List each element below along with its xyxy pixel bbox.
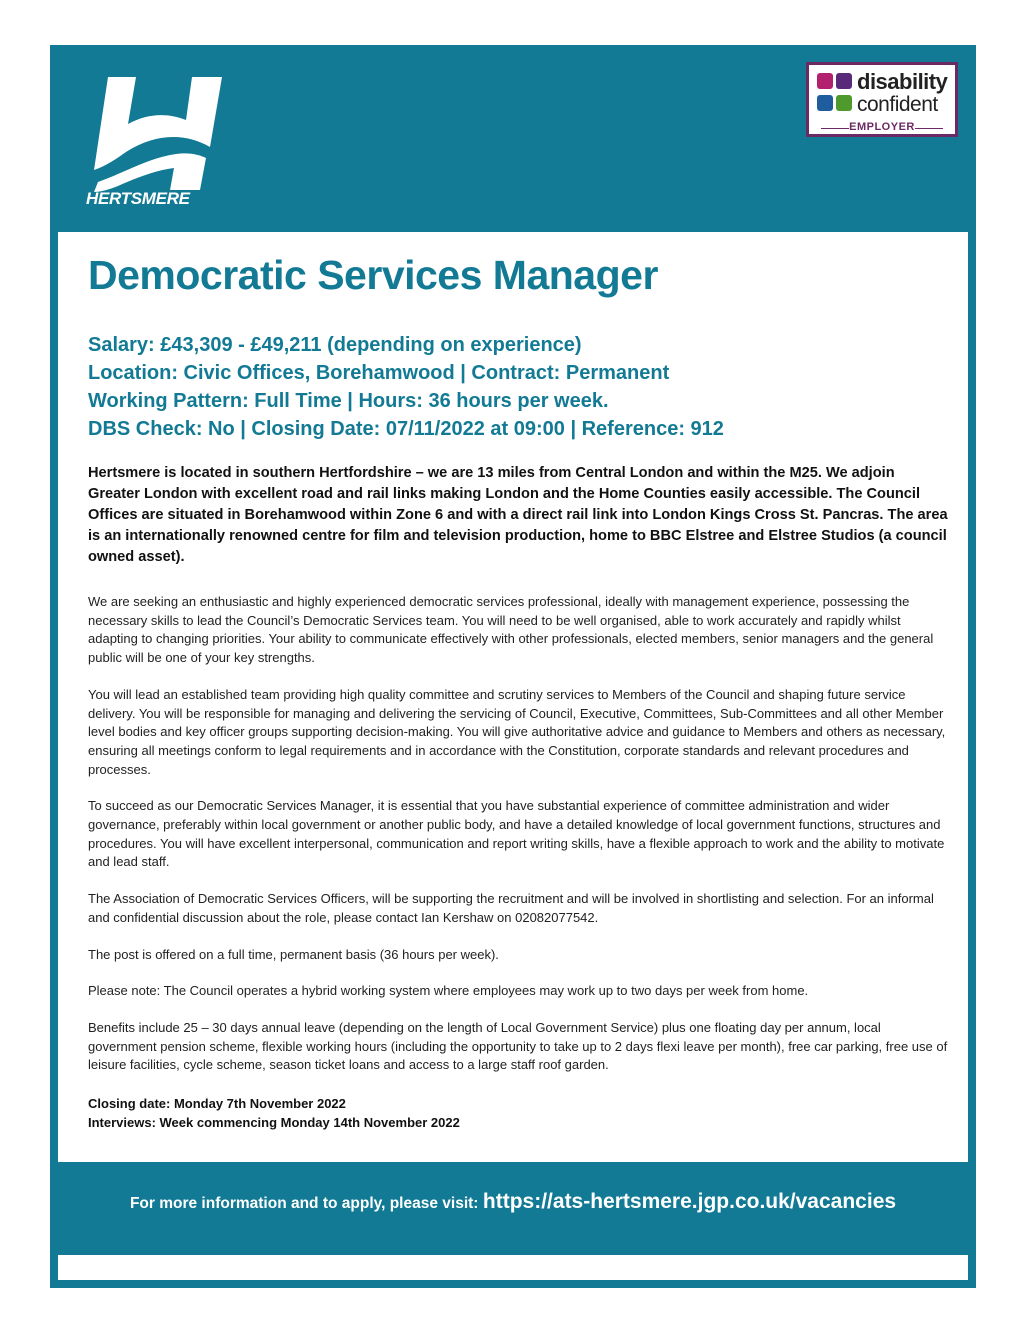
description-paragraph: To succeed as our Democratic Services Manager, it is essential that you have substantial experience of committee administration and wider governance, preferably within local government or another public body, and have a detailed knowledge of local government functions, structures and procedures. You will have excellent interpersonal, communication and report writing skills, have a flexible approach to work and the ability to motivate and lead staff.	[88, 798, 945, 870]
description-paragraph: We are seeking an enthusiastic and highly experienced democratic services professional, ideally with management experience, possessing the necessary skills to lead the Council’s Democratic Services team. You will need to be well organised, able to work accurately and rapidly whilst adapting to changing priorities. Your ability to communicate effectively with other professionals, elected members, senior managers and the general public will be one of your key strengths.	[88, 594, 934, 666]
badge-word-disability: disability	[857, 69, 948, 94]
people-icon	[817, 73, 833, 89]
apply-lead-text: For more information and to apply, please visit:	[129, 1195, 479, 1212]
key-fact-location: Location: Civic Offices, Borehamwood | Contract: Permanent	[88, 362, 670, 384]
closing-date: Closing date: Monday 7th November 2022	[88, 1096, 346, 1111]
check-icon	[836, 73, 852, 89]
badge-word-confident: confident	[857, 93, 938, 116]
apply-footer	[58, 1190, 968, 1214]
bottom-strip	[58, 1255, 968, 1280]
person-icon	[836, 95, 852, 111]
description-paragraph: The post is offered on a full time, permanent basis (36 hours per week).	[88, 946, 499, 962]
key-fact-salary: Salary: £43,309 - £49,211 (depending on experience)	[88, 334, 582, 356]
description-paragraph: Please note: The Council operates a hybrid working system where employees may work up to two days per week from home.	[88, 983, 809, 999]
interview-date: Interviews: Week commencing Monday 14th November 2022	[88, 1115, 460, 1130]
badge-word-employer: EMPLOYER	[849, 121, 915, 133]
key-fact-dbs-closing: DBS Check: No | Closing Date: 07/11/2022 at 09:00 | Reference: 912	[88, 418, 724, 440]
intro-paragraph: Hertsmere is located in southern Hertfordshire – we are 13 miles from Central London and within the M25. We adjoin Greater London with excellent road and rail links making London and the Home Counties easily accessible. The Council Offices are situated in Borehamwood within Zone 6 and with a direct rail link into London Kings Cross St. Pancras. The area is an internationally renowned centre for film and television production, home to BBC Elstree and Elstree Studios (a council owned asset).	[88, 465, 948, 565]
key-fact-working-pattern: Working Pattern: Full Time | Hours: 36 hours per week.	[88, 390, 609, 412]
disability-confident-badge	[806, 62, 958, 137]
description-paragraph: The Association of Democratic Services Officers, will be supporting the recruitment and will be involved in shortlisting and selection. For an informal and confidential discussion about the role, please contact Ian Kershaw on 02082077542.	[88, 891, 934, 925]
description-paragraph: Benefits include 25 – 30 days annual leave (depending on the length of Local Government Service) plus one floating day per annum, local government pension scheme, flexible working hours (including the opportunity to take up to 2 days flexi leave per month), free car parking, free use of leisure facilities, cycle scheme, season ticket loans and access to a large staff roof garden.	[88, 1019, 948, 1073]
job-description	[88, 593, 948, 1093]
brand-name: HERTSMERE	[86, 189, 190, 208]
job-title: Democratic Services Manager	[88, 252, 658, 298]
description-paragraph: You will lead an established team providing high quality committee and scrutiny services to Members of the Council and shaping future service delivery. You will be responsible for managing and delivering the servicing of Council, Executive, Committees, Sub-Committees and all other Member level bodies and key officer groups supporting decision-making. You will give authoritative advice and guidance to Members and others as necessary, ensuring all meetings conform to legal requirements and in accordance with the Constitution, corporate standards and relevant procedures and processes.	[88, 686, 946, 777]
key-facts	[88, 331, 724, 443]
apply-url-link[interactable]: https://ats-hertsmere.jgp.co.uk/vacancies	[482, 1190, 897, 1213]
lock-icon	[817, 95, 833, 111]
key-dates	[88, 1094, 460, 1132]
